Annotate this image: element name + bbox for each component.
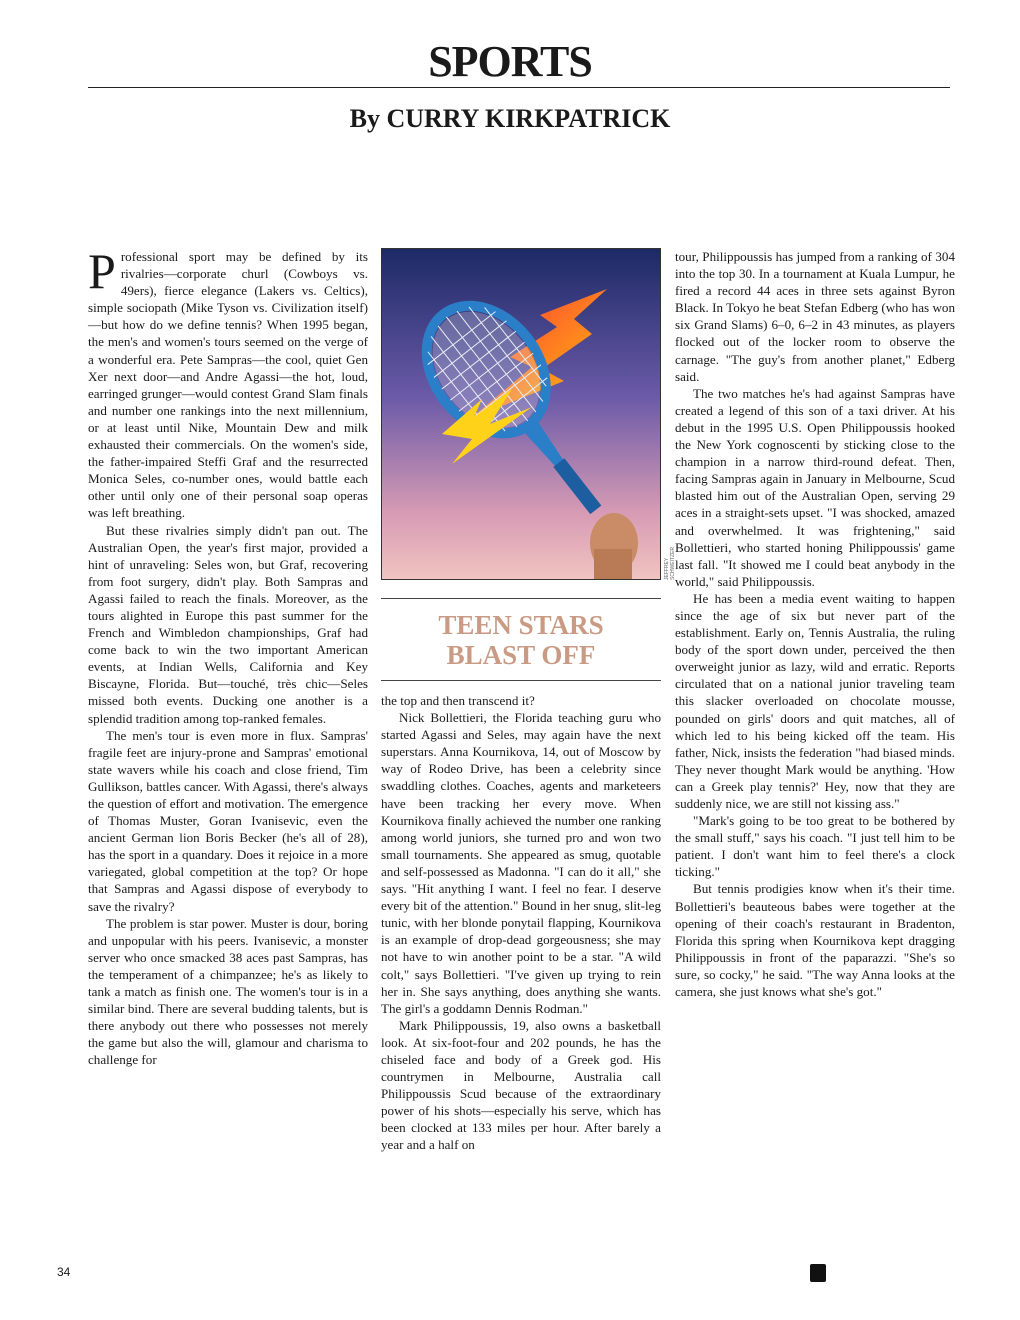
paragraph: Mark Philippoussis, 19, also owns a basketball look. At six-foot-four and 202 pounds, he has the chiseled face and body of a Greek god. His countrymen in Melbourne, Australia call Philippoussis Scud because of the extraordinary power of his shots—especially his serve, which has been clocked at 133 miles per hour. After barely a year and a half on [381, 1017, 661, 1153]
article-column-3 [675, 248, 955, 1000]
paragraph: He has been a media event waiting to happen since the age of six but never part of the establishment. Early on, Tennis Australia, the ruling body of the sport down under, perceived the then overweight junior as lazy, wild and erratic. Reports circulated that on a national junior traveling team this slacker overloaded on chocolate mousse, pounded on girls' doors and quit matches, all of which led to his being kicked off the team. His father, Nick, insists the federation "had biased minds. They never thought Mark would be anything. 'How can a Greek play tennis?' Hey, now that they are suddenly nice, we are still not kissing ass." [675, 590, 955, 811]
page-number: 34 [57, 1265, 71, 1279]
sidebar-title-line-1: TEEN STARS [438, 610, 604, 640]
sidebar-bottom-rule [381, 680, 661, 681]
article-column-2 [381, 692, 661, 1154]
sidebar-title-line-2: BLAST OFF [446, 640, 596, 670]
paragraph: Nick Bollettieri, the Florida teaching guru who started Agassi and Seles, may again have the next superstars. Anna Kournikova, 14, out of Moscow by way of Rodeo Drive, has been a celebrity since swaddling clothes. Coaches, agents and marketeers have been tracking her every move. When Kournikova finally achieved the number one ranking among world juniors, she turned pro and won two small tournaments. She appeared as smug, quotable and self-possessed as Madonna. "I can do it all," she says. "Hit anything I want. I feel no fear. I deserve every bit of the attention." Bound in her snug, slit-leg tunic, with her blonde ponytail flapping, Kournikova is an example of drop-dead gorgeousness; she may not have to win another point to be a star. "A wild colt," says Bollettieri. "I've given up trying to rein her in. She says anything, does anything she wants. The girl's a goddamn Dennis Rodman." [381, 710, 661, 1016]
article-column-1 [88, 243, 368, 1069]
bunny-end-mark-icon [810, 1264, 826, 1282]
tennis-racket-illustration [381, 248, 661, 580]
sidebar-top-rule [381, 598, 661, 599]
paragraph: rofessional sport may be defined by its rivalries—corporate churl (Cowboys vs. 49ers), fierce elegance (Lakers vs. Celtics), simple sociopath (Mike Tyson vs. Civilization itself)—but how do we define tennis? When 1995 began, the men's and women's tours seemed on the verge of a wonderful era. Pete Sampras—the cool, quiet Gen Xer next door—and Andre Agassi—the hot, loud, earringed grunger—would contest Grand Slam finals and number one rankings into the next millennium, or at least until Nike, Mountain Dew and milk exhausted their commercials. On the women's side, the father-impaired Steffi Graf and the resurrected Monica Seles, co-number ones, would battle each other until only one of their personal soap operas was left breathing. [88, 249, 368, 521]
drop-cap: P [88, 243, 116, 299]
paragraph: The two matches he's had against Sampras have created a legend of this son of a taxi driver. At his debut in the 1995 U.S. Open Philippoussis hooked the New York cognoscenti by sticking close to the champion in a narrow third-round defeat. Then, facing Sampras again in January in Melbourne, Scud blasted him out of the Australian Open, serving 29 aces in a straight-sets upset. "I was shocked, amazed and overwhelmed. It was frightening," said Bollettieri, who started honing Philippoussis' game last fall. "It showed me I could beat anybody in the world," said Philippoussis. [675, 385, 955, 589]
paragraph: tour, Philippoussis has jumped from a ranking of 304 into the top 30. In a tournament at Kuala Lumpur, he fired a record 44 aces in three sets against Byron Black. In Tokyo he beat Stefan Edberg (who has won six Grand Slams) 6–0, 6–2 in 43 minutes, as players flocked out of the locker room to observe the carnage. "The guy's from another planet," Edberg said. [675, 249, 955, 384]
byline: By CURRY KIRKPATRICK [349, 104, 671, 133]
paragraph: the top and then transcend it? [381, 693, 535, 708]
paragraph: The problem is star power. Muster is dour, boring and unpopular with his peers. Ivanisevic, a monster server who once smacked 38 aces past Sampras, has the temperament of a chimpanzee; he's as likely to tank a match as finish one. The women's tour is in a similar bind. There are several budding talents, but is there anybody out there who possesses not merely the game but also the will, glamour and charisma to challenge for [88, 915, 368, 1068]
paragraph: But these rivalries simply didn't pan out. The Australian Open, the year's first major, provided a hint of unraveling: Seles won, but Graf, recovering from foot surgery, didn't play. Both Sampras and Agassi failed to reach the finals. Moreover, as the tours alighted in Europe this past summer for the French and Wimbledon championships, Graf had come back to win the two important American events, at Indian Wells, California and Key Biscayne, Florida. But—touché, très chic—Seles missed both events. Ducking one another is a splendid tradition among top-ranked females. [88, 522, 368, 726]
paragraph: But tennis prodigies know when it's their time. Bollettieri's beauteous babes were together at the opening of their coach's restaurant in Bradenton, Florida this spring when Kournikova kept dragging Philippoussis in front of the paparazzi. "She's so sure, so cocky," he said. "The way Anna looks at the camera, she just knows what she's got." [675, 881, 955, 1000]
sidebar-title [381, 610, 661, 670]
section-title: SPORTS [428, 37, 592, 86]
paragraph: The men's tour is even more in flux. Sampras' fragile feet are injury-prone and Sampras' emotional state wavers while his coach and close friend, Tim Gullikson, battles cancer. With Agassi, there's always the question of effort and motivation. The emergence of Thomas Muster, Goran Ivanisevic, even the ancient German lion Boris Becker (he's all of 28), has the sport in a quandary. Does it rejoice in a more variegated, global competition at the top? Or hope that Sampras and Agassi dispose of everybody to save the rivalry? [88, 727, 368, 914]
paragraph: "Mark's going to be too great to be bothered by the small stuff," says his coach. "I just tell him to be patient. I don't want him to feel there's a clock ticking." [675, 813, 955, 880]
header-divider [88, 87, 950, 88]
photo-credit: JEFFREY SCHWEITZER [664, 546, 676, 580]
lightning-racket-image [382, 249, 660, 579]
